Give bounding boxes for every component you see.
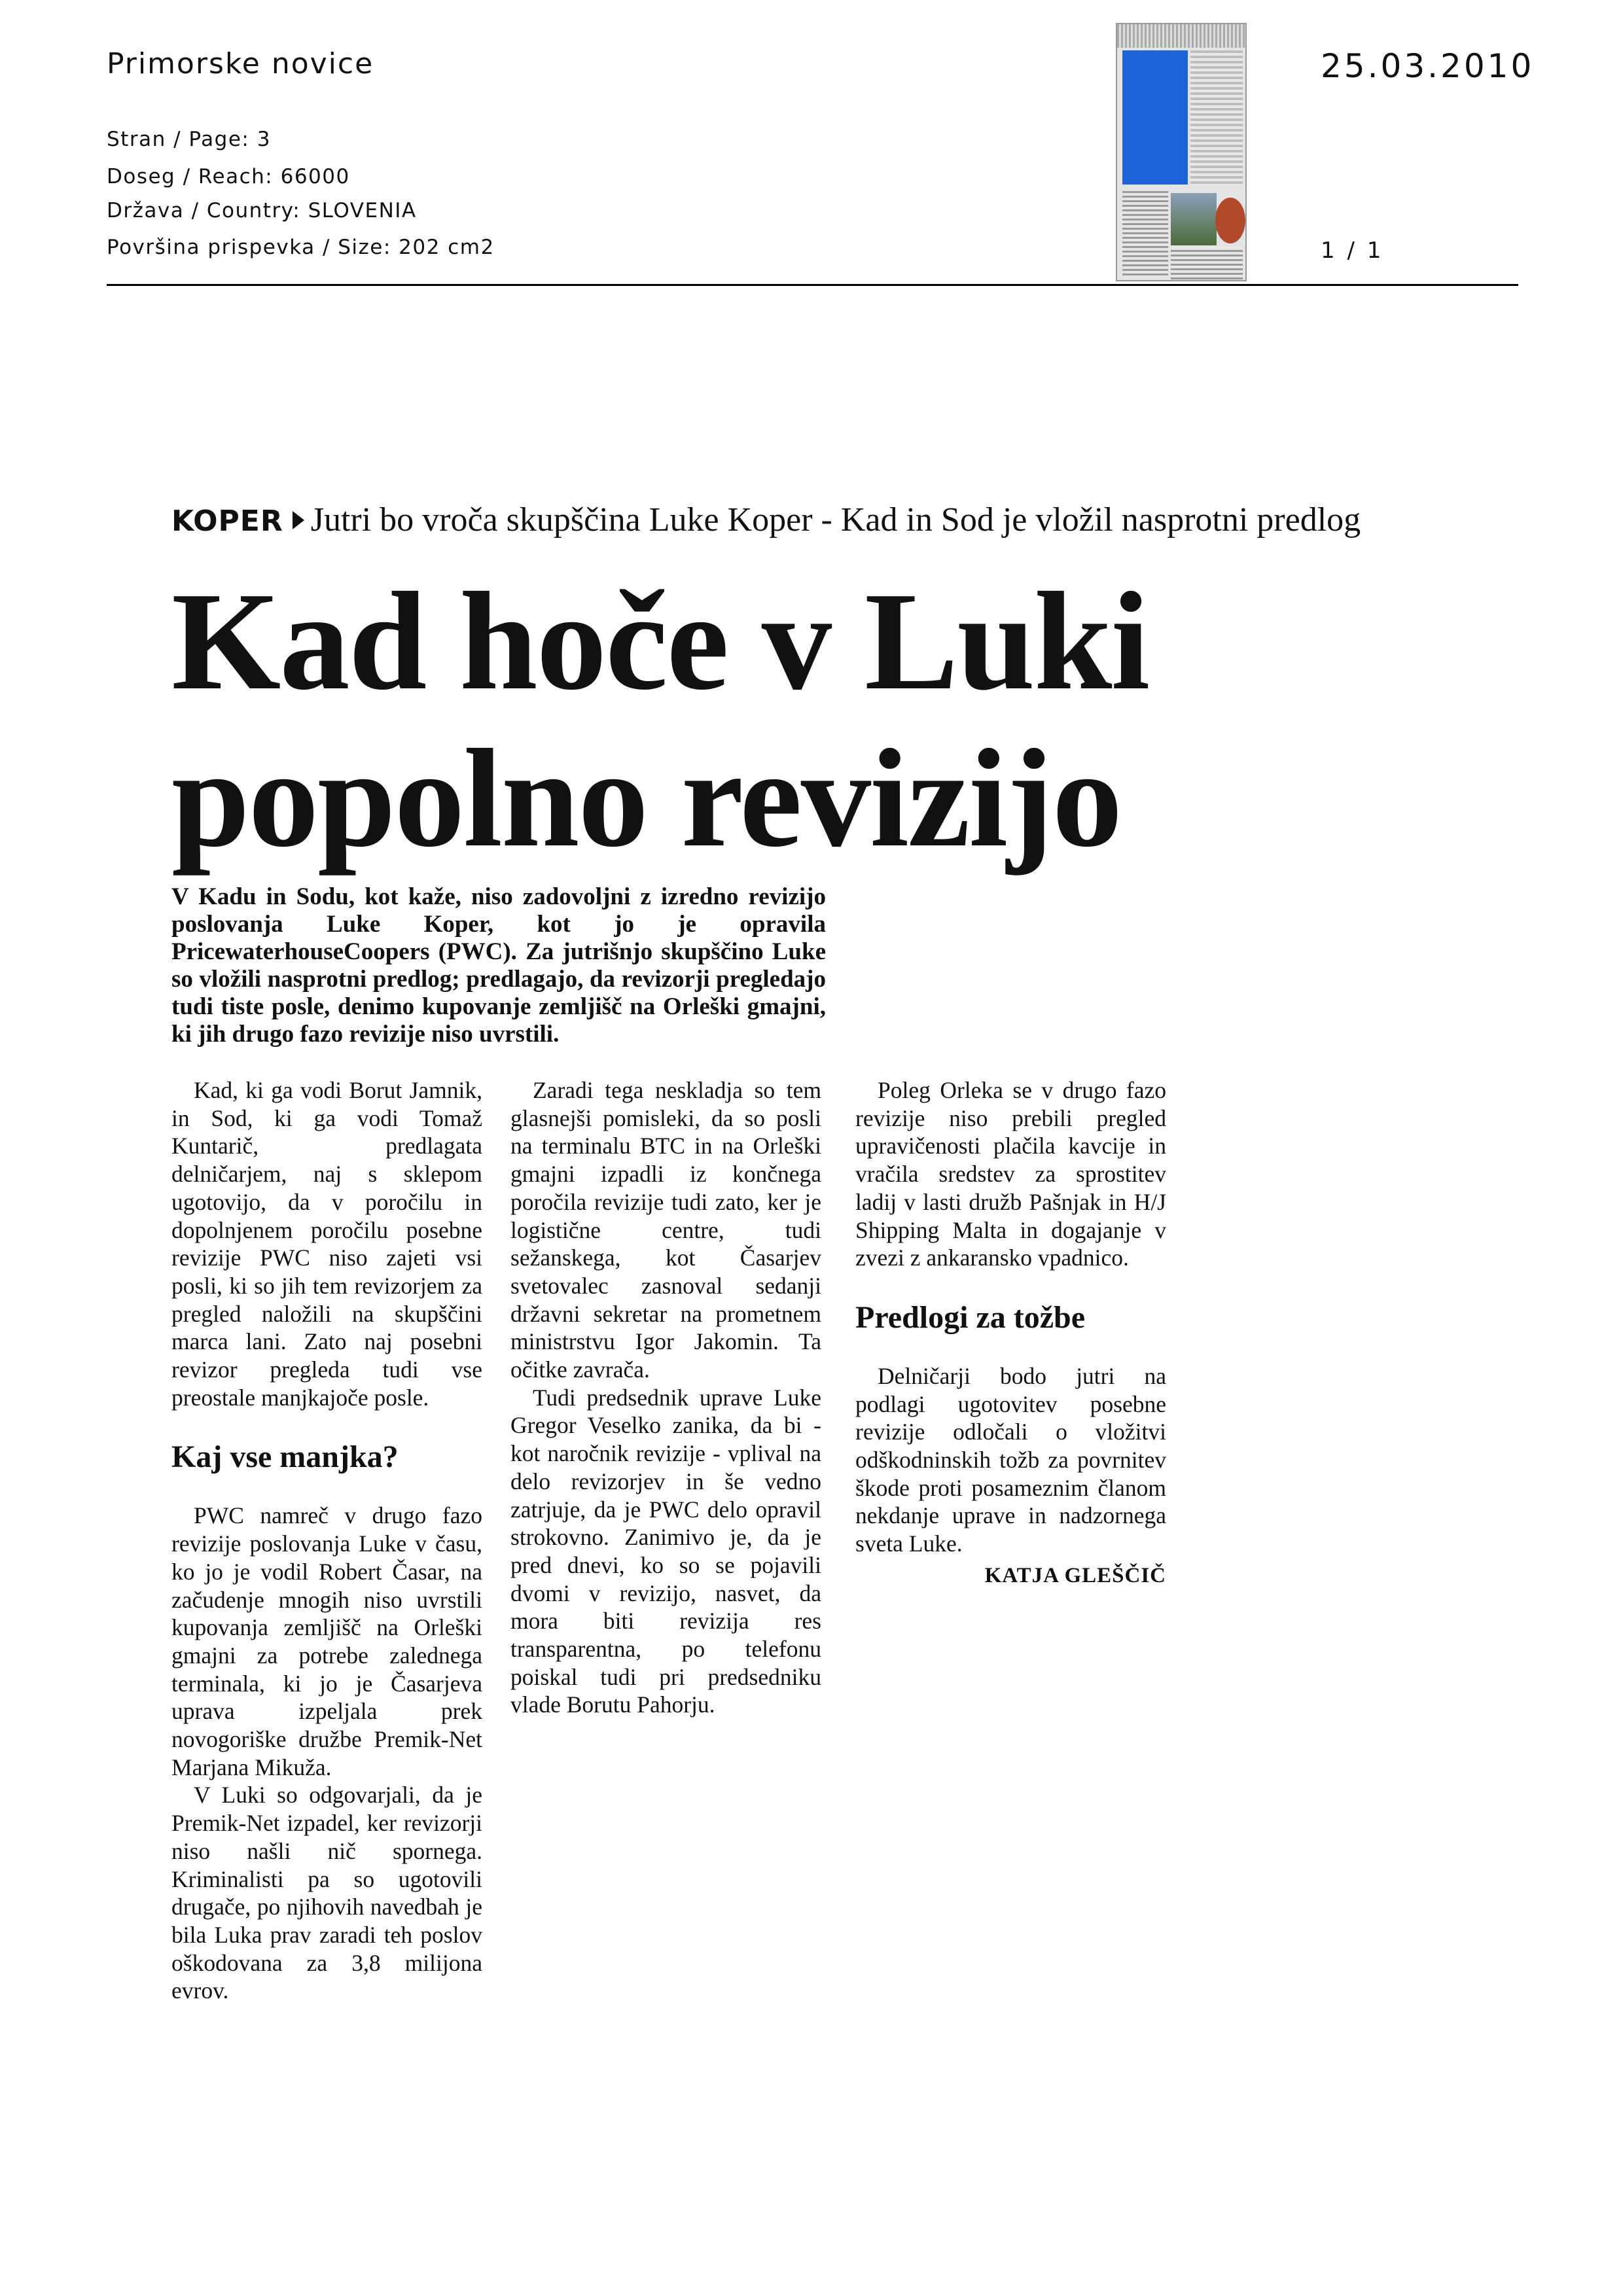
thumbnail-photo (1171, 193, 1217, 245)
header-divider (107, 284, 1518, 286)
article-column-2 (510, 1076, 821, 1719)
article-kicker (171, 501, 1361, 539)
kicker-text: Jutri bo vroča skupščina Luke Koper - Kad in Sod je vložil nasprotni predlog (310, 501, 1361, 539)
article-size: Površina prispevka / Size: 202 cm2 (107, 236, 495, 259)
body-paragraph: Poleg Orleka se v drugo fazo revizije niso prebili pregled upravičenosti plačila kavcije in vračila sredstev za sprostitev ladij v lasti družb Pašnjak in H/J Shipping Malta in dogajanje v zvezi z ankaransko vpadnico. (855, 1077, 1166, 1271)
headline-line: popolno revizijo (171, 720, 1122, 876)
section-label: KOPER (171, 504, 283, 538)
subheading: Kaj vse manjka? (171, 1439, 399, 1475)
thumbnail-text (1122, 191, 1168, 276)
body-paragraph: PWC namreč v drugo fazo revizije poslovanja Luke v času, ko jo je vodil Robert Časar, na začudenje mnogih niso uvrstili kupovanja zemljišč na Orleški gmajni za potrebe zalednega terminala, ki jo je Časarjeva uprava izpeljala prek novogoriške družbe Premik-Net Marjana Mikuža. (171, 1502, 482, 1780)
arrow-icon (293, 511, 304, 529)
subheading: Predlogi za tožbe (855, 1299, 1086, 1335)
thumbnail-highlight (1122, 50, 1188, 185)
thumbnail-masthead (1117, 24, 1245, 48)
page-thumbnail (1116, 23, 1247, 281)
headline-line: Kad hoče v Luki (171, 563, 1149, 719)
article-headline (171, 563, 1149, 877)
country-info: Država / Country: SLOVENIA (107, 199, 417, 222)
article-column-1 (171, 1076, 482, 2005)
body-paragraph: Zaradi tega neskladja so tem glasnejši pomisleki, da so posli na terminalu BTC in na Orleški gmajni izpadli iz končnega poročila revizije tudi zato, ker je logistične centre, tudi sežanskega, kot Časarjev svetovalec zasnoval sedanji državni sekretar na prometnem ministrstvu Igor Jakomin. Ta očitke zavrača. (510, 1077, 821, 1383)
thumbnail-text (1171, 250, 1243, 279)
article-column-3 (855, 1076, 1166, 1590)
reach-info: Doseg / Reach: 66000 (107, 165, 350, 188)
article-lead: V Kadu in Sodu, kot kaže, niso zadovoljni z izredno revizijo poslovanja Luke Koper, kot jo je opravila PricewaterhouseCoopers (PWC). Za jutrišnjo skupščino Luke so vložili nasprotni predlog; predlagajo, da revizorji pregledajo tudi tiste posle, denimo kupovanje zemljišč na Orleški gmajni, ki jih drugo fazo revizije niso uvrstili. (171, 883, 826, 1048)
body-paragraph: Delničarji bodo jutri na podlagi ugotovitev posebne revizije odločali o vložitvi odškodninskih tožb za povrnitev škode proti posameznim članom nekdanje uprave in nadzornega sveta Luke. (855, 1362, 1166, 1557)
page-number: Stran / Page: 3 (107, 128, 271, 151)
body-paragraph: Kad, ki ga vodi Borut Jamnik, in Sod, ki ga vodi Tomaž Kuntarič, predlagata delničarjem, naj s sklepom ugotovijo, da v poročilu in dopolnjenem poročilu posebne revizije PWC niso zajeti vsi posli, ki so jih tem revizorjem za pregled naložili na skupščini marca lani. Zato naj posebni revizor pregleda tudi vse preostale manjkajoče posle. (171, 1077, 482, 1411)
page-count: 1 / 1 (1321, 238, 1384, 264)
thumbnail-column (1190, 50, 1243, 185)
thumbnail-graphic (1215, 198, 1245, 243)
publication-name: Primorske novice (107, 47, 374, 80)
publication-date: 25.03.2010 (1321, 47, 1535, 85)
author-byline: KATJA GLEŠČIČ (984, 1563, 1166, 1587)
body-paragraph: Tudi predsednik uprave Luke Gregor Veselko zanika, da bi - kot naročnik revizije - vplival na delo revizorjev in še vedno zatrjuje, da je PWC delo opravil strokovno. Zanimivo je, da je pred dnevi, ko so se pojavili dvomi v revizijo, nasvet, da mora biti revizija res transparentna, po telefonu poiskal tudi pri predsedniku vlade Borutu Pahorju. (510, 1384, 821, 1718)
body-paragraph: V Luki so odgovarjali, da je Premik-Net izpadel, ker revizorji niso našli nič spornega. Kriminalisti pa so ugotovili drugače, po njihovih navedbah je bila Luka prav zaradi teh poslov oškodovana za 3,8 milijona evrov. (171, 1782, 482, 2004)
